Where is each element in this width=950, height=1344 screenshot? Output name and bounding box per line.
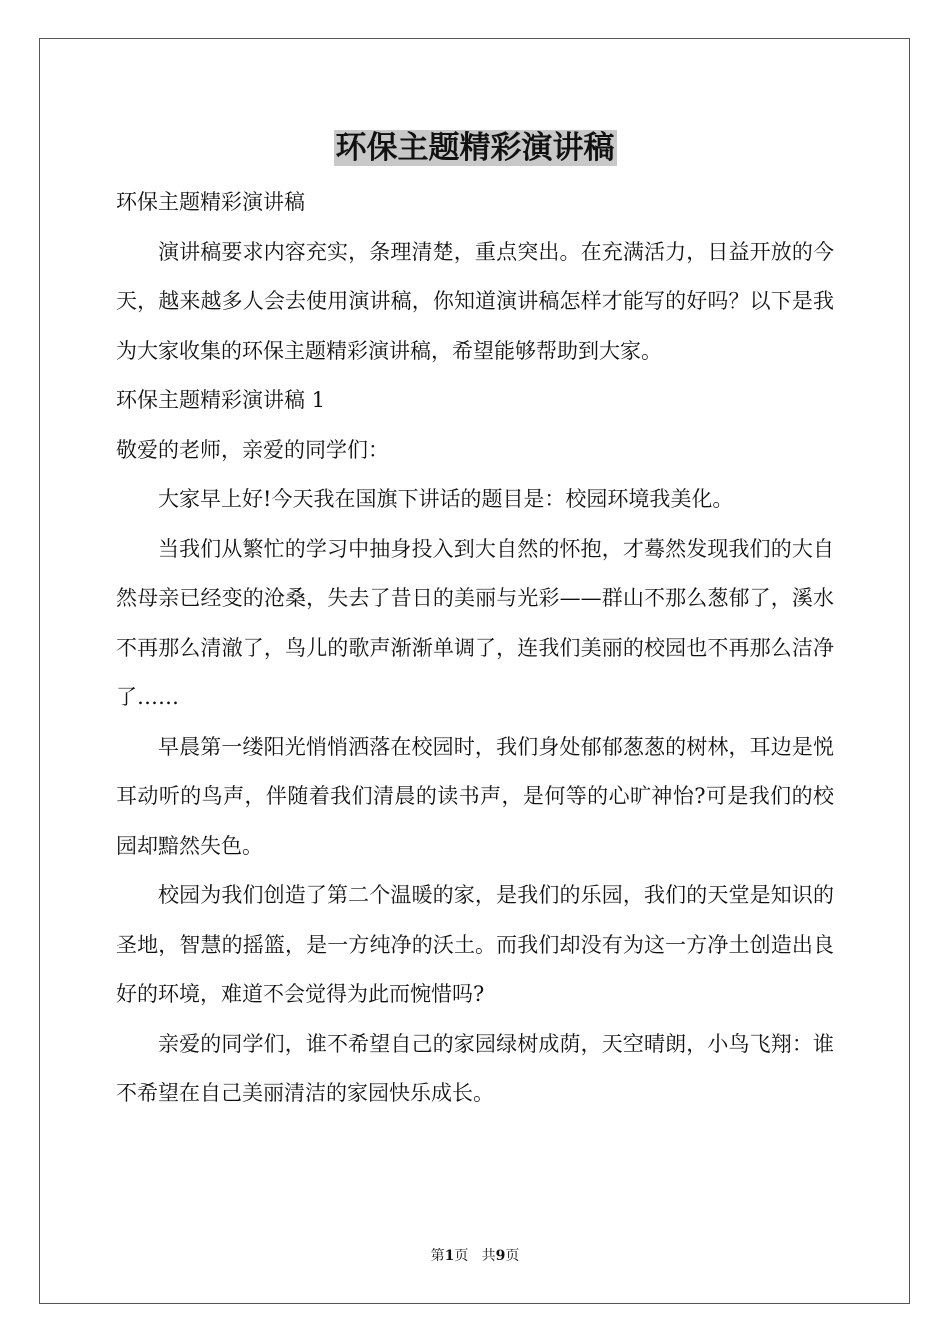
paragraph-8: 校园为我们创造了第二个温暖的家，是我们的乐园，我们的天堂是知识的圣地，智慧的摇篮，是一方纯净的沃土。而我们却没有为这一方净土创造出良好的环境，难道不会觉得为此而惋惜吗? bbox=[116, 883, 834, 1006]
paragraph-6: 当我们从繁忙的学习中抽身投入到大自然的怀抱，才蓦然发现我们的大自然母亲已经变的沧桑，失去了昔日的美丽与光彩——群山不那么葱郁了，溪水不再那么清澈了，鸟儿的歌声渐渐单调了，连我们美丽的校园也不再那么洁净了…… bbox=[116, 536, 834, 709]
paragraph-2: 演讲稿要求内容充实，条理清楚，重点突出。在充满活力，日益开放的今天，越来越多人会去使用演讲稿，你知道演讲稿怎样才能写的好吗？以下是我为大家收集的环保主题精彩演讲稿，希望能够帮助到大家。 bbox=[116, 239, 834, 363]
paragraph-1: 环保主题精彩演讲稿 bbox=[116, 190, 305, 214]
footer-prefix: 第 bbox=[430, 1248, 445, 1264]
document-title bbox=[0, 126, 950, 170]
paragraph-5: 大家早上好!今天我在国旗下讲话的题目是：校园环境我美化。 bbox=[158, 487, 734, 511]
footer-total-suffix: 页 bbox=[505, 1248, 520, 1264]
page-footer bbox=[0, 1246, 950, 1266]
footer-current-page: 1 bbox=[444, 1248, 455, 1264]
paragraph-4: 敬爱的老师，亲爱的同学们： bbox=[116, 437, 389, 462]
footer-total-prefix: 共 bbox=[481, 1248, 496, 1264]
paragraph-7: 早晨第一缕阳光悄悄洒落在校园时，我们身处郁郁葱葱的树林，耳边是悦耳动听的鸟声，伴随着我们清晨的读书声，是何等的心旷神怡?可是我们的校园却黯然失色。 bbox=[116, 734, 834, 858]
document-body bbox=[116, 178, 834, 1119]
footer-total-pages: 9 bbox=[495, 1248, 506, 1264]
footer-page-word: 页 bbox=[454, 1248, 469, 1264]
paragraph-9: 亲爱的同学们，谁不希望自己的家园绿树成荫，天空晴朗，小鸟飞翔：谁不希望在自己美丽清洁的家园快乐成长。 bbox=[116, 1031, 834, 1105]
document-title-text: 环保主题精彩演讲稿 bbox=[335, 130, 615, 166]
paragraph-3: 环保主题精彩演讲稿 1 bbox=[116, 388, 326, 412]
